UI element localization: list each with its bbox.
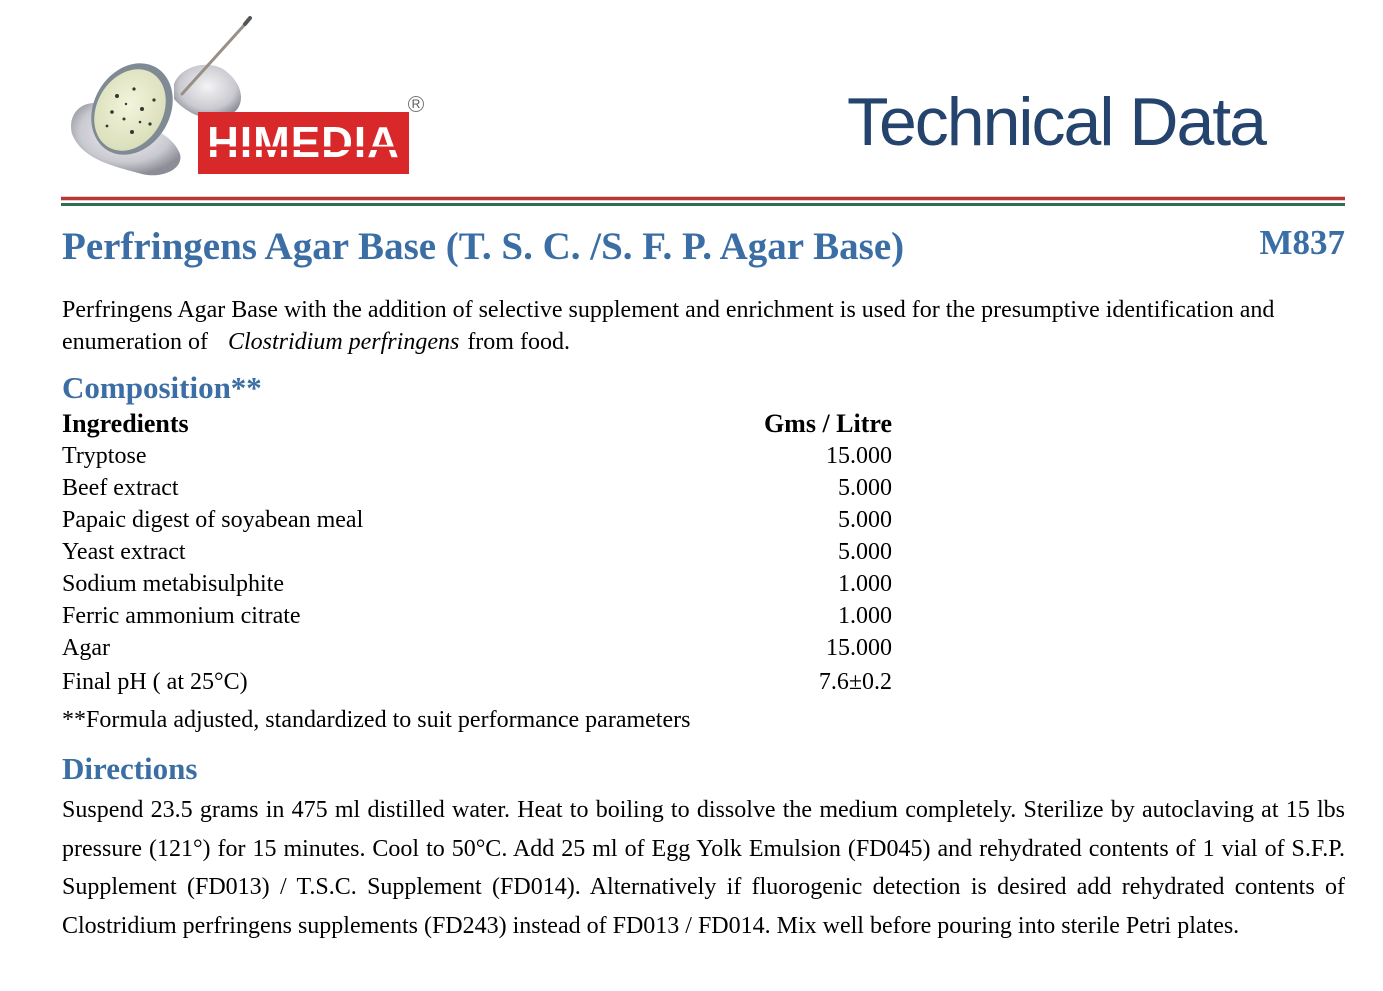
composition-footnote: **Formula adjusted, standardized to suit performance parameters bbox=[62, 707, 691, 733]
table-row bbox=[62, 472, 892, 504]
product-intro bbox=[62, 294, 1352, 358]
page-header-title: Technical Data bbox=[846, 84, 1265, 160]
table-row bbox=[62, 600, 892, 632]
himedia-logo bbox=[62, 14, 432, 190]
product-code: M837 bbox=[1259, 223, 1345, 262]
table-row-final-ph bbox=[62, 664, 892, 700]
table-row bbox=[62, 568, 892, 600]
header-divider-red bbox=[61, 197, 1345, 200]
ingredient-name: Ferric ammonium citrate bbox=[62, 603, 301, 629]
ingredient-amount: 7.6±0.2 bbox=[818, 669, 892, 695]
table-row bbox=[62, 632, 892, 664]
header-divider-green bbox=[61, 203, 1345, 206]
ingredient-name: Tryptose bbox=[62, 443, 147, 469]
ingredient-amount: 5.000 bbox=[838, 475, 892, 501]
directions-body: Suspend 23.5 grams in 475 ml distilled water. Heat to boiling to dissolve the medium completely. Sterilize by autoclaving at 15 lbs pressure (121°) for 15 minutes. Cool to 50°C. Add 25 ml of Egg Yolk Emulsion (FD045) and rehydrated contents of 1 vial of S.F.P. Supplement (FD013) / T.S.C. Supplement (FD014). Alternatively if fluorogenic detection is desired add rehydrated contents of Clostridium perfringens supplements (FD243) instead of FD013 / FD014. Mix well before pouring into sterile Petri plates. bbox=[62, 797, 1345, 939]
column-header-ingredients: Ingredients bbox=[62, 409, 189, 438]
organism-name: Clostridium perfringens bbox=[227, 329, 460, 355]
table-row bbox=[62, 504, 892, 536]
ingredient-amount: 1.000 bbox=[838, 571, 892, 597]
composition-table bbox=[62, 408, 892, 700]
product-title: Perfringens Agar Base (T. S. C. /S. F. P. Agar Base) bbox=[62, 225, 905, 268]
composition-heading: Composition** bbox=[62, 370, 262, 405]
directions-heading: Directions bbox=[62, 751, 198, 786]
ingredient-name: Sodium metabisulphite bbox=[62, 571, 284, 597]
ingredient-amount: 15.000 bbox=[826, 635, 892, 661]
ingredient-amount: 1.000 bbox=[838, 603, 892, 629]
brand-badge bbox=[198, 112, 409, 174]
intro-text-part2: from food. bbox=[467, 329, 570, 355]
table-row bbox=[62, 536, 892, 568]
table-row bbox=[62, 440, 892, 472]
registered-trademark-icon: R bbox=[408, 96, 424, 112]
ingredient-name: Papaic digest of soyabean meal bbox=[62, 507, 364, 533]
column-header-amount: Gms / Litre bbox=[763, 409, 892, 438]
ingredient-name: Yeast extract bbox=[62, 539, 186, 565]
ingredient-amount: 15.000 bbox=[826, 443, 892, 469]
brand-name: HIMEDIA bbox=[207, 118, 400, 167]
ingredient-name: Final pH ( at 25°C) bbox=[62, 669, 248, 695]
ingredient-name: Beef extract bbox=[62, 475, 179, 501]
ingredient-amount: 5.000 bbox=[838, 539, 892, 565]
table-header-row bbox=[62, 408, 892, 440]
ingredient-name: Agar bbox=[62, 635, 110, 661]
intro-text-part1: Perfringens Agar Base with the addition of selective supplement and enrichment is used for the presumptive identification and enumeration of bbox=[62, 297, 1275, 355]
ingredient-amount: 5.000 bbox=[838, 507, 892, 533]
